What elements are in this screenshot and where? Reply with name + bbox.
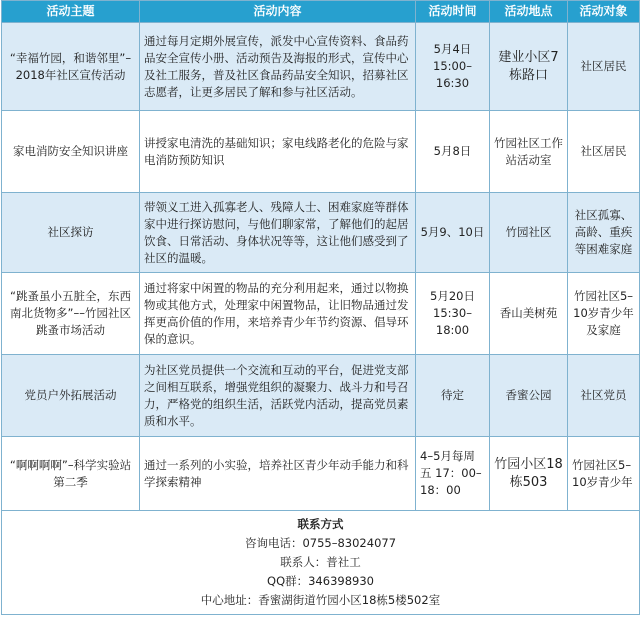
table-row xyxy=(2,355,640,437)
header-theme: 活动主题 xyxy=(2,1,140,23)
row-target: 社区居民 xyxy=(568,23,640,111)
row-content: 讲授家电清洗的基础知识；家电线路老化的危险与家电消防预防知识 xyxy=(140,111,416,193)
table-row xyxy=(2,23,640,111)
header-time: 活动时间 xyxy=(416,1,490,23)
row-target: 社区孤寡、高龄、重疾等困难家庭 xyxy=(568,193,640,273)
row-content: 通过一系列的小实验，培养社区青少年动手能力和科学探索精神 xyxy=(140,437,416,511)
row-theme: “啊啊啊啊”–科学实验站第二季 xyxy=(2,437,140,511)
row-time: 5月20日 15:30–18:00 xyxy=(416,273,490,355)
row-location: 竹园小区18栋503 xyxy=(490,437,568,511)
header-target: 活动对象 xyxy=(568,1,640,23)
contact-title: 联系方式 xyxy=(297,517,344,531)
header-location: 活动地点 xyxy=(490,1,568,23)
table-header-row xyxy=(2,1,640,23)
contact-phone: 咨询电话：0755–83024077 xyxy=(244,536,397,550)
row-target: 竹园社区5–10岁青少年及家庭 xyxy=(568,273,640,355)
activity-table xyxy=(1,0,640,615)
table-row xyxy=(2,111,640,193)
row-theme: “幸福竹园，和谐邻里”–2018年社区宣传活动 xyxy=(2,23,140,111)
table-row xyxy=(2,437,640,511)
row-location: 香蜜公园 xyxy=(490,355,568,437)
header-content: 活动内容 xyxy=(140,1,416,23)
row-target: 竹园社区5–10岁青少年 xyxy=(568,437,640,511)
row-time: 5月4日 15:00–16:30 xyxy=(416,23,490,111)
contact-block xyxy=(2,511,640,615)
row-content: 为社区党员提供一个交流和互动的平台，促进党支部之间相互联系，增强党组织的凝聚力、战斗力和号召力，严格党的组织生活，活跃党内活动，提高党员素质和水平。 xyxy=(140,355,416,437)
contact-row xyxy=(2,511,640,615)
row-location: 竹园社区 xyxy=(490,193,568,273)
row-location: 建业小区7栋路口 xyxy=(490,23,568,111)
row-time: 待定 xyxy=(416,355,490,437)
row-time: 5月9、10日 xyxy=(416,193,490,273)
row-content: 通过将家中闲置的物品的充分利用起来，通过以物换物或其他方式，处理家中闲置物品，让旧物品通过发挥更高价值的作用，来培养青少年节约资源、倡导环保的意识。 xyxy=(140,273,416,355)
row-time: 5月8日 xyxy=(416,111,490,193)
row-location: 香山美树苑 xyxy=(490,273,568,355)
row-time: 4–5月每周五 17：00–18：00 xyxy=(416,437,490,511)
contact-address: 中心地址：香蜜湖街道竹园小区18栋5楼502室 xyxy=(200,593,441,607)
row-theme: 党员户外拓展活动 xyxy=(2,355,140,437)
row-target: 社区党员 xyxy=(568,355,640,437)
table-row xyxy=(2,273,640,355)
table-row xyxy=(2,193,640,273)
contact-person: 联系人：普社工 xyxy=(280,555,361,569)
row-location: 竹园社区工作站活动室 xyxy=(490,111,568,193)
row-target: 社区居民 xyxy=(568,111,640,193)
contact-qq: QQ群：346398930 xyxy=(267,574,374,588)
row-theme: 社区探访 xyxy=(2,193,140,273)
row-content: 通过每月定期外展宣传，派发中心宣传资料、食品药品安全宣传小册、活动预告及海报的形式，宣传中心及社工服务，普及社区食品药品安全知识，招募社区志愿者，让更多居民了解和参与社区活动。 xyxy=(140,23,416,111)
row-theme: “跳蚤虽小五脏全，东西南北货物多”––竹园社区跳蚤市场活动 xyxy=(2,273,140,355)
row-theme: 家电消防安全知识讲座 xyxy=(2,111,140,193)
row-content: 带领义工进入孤寡老人、残障人士、困难家庭等群体家中进行探访慰问，与他们聊家常，了解他们的起居饮食、日常活动、身体状况等等，这让他们感受到了社区的温暖。 xyxy=(140,193,416,273)
